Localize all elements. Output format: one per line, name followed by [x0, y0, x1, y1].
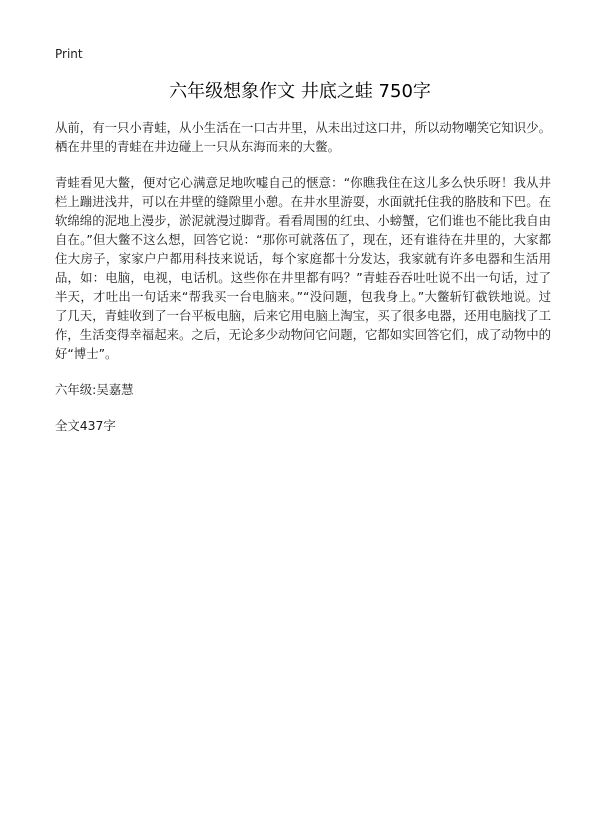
author-line: 六年级:吴嘉慧: [55, 382, 134, 397]
article-paragraph-intro: 从前，有一只小青蛙，从小生活在一口古井里，从未出过这口井，所以动物嘲笑它知识少。栖在井里的青蛙在井边碰上一只从东海而来的大鳖。: [55, 120, 551, 154]
word-count: 全文437字: [55, 418, 116, 433]
article-title: 六年级想象作文 井底之蛙 750字: [169, 81, 431, 102]
article-paragraph-story: 青蛙看见大鳖，便对它心满意足地吹嘘自己的惬意：“你瞧我住在这儿多么快乐呀！我从井栏上蹦进浅井，可以在井壁的缝隙里小憩。在井水里游耍，水面就托住我的胳肢和下巴。在软绵绵的泥地上漫步，淤泥就漫过脚背。看看周围的红虫、小螃蟹，它们谁也不能比我自由自在。”但大鳖不这么想，回答它说：“那你可就落伍了，现在，还有谁待在井里的，大家都住大房子，家家户户都用科技来说话，每个家庭都十分发达，我家就有许多电器和生活用品，如：电脑，电视，电话机。这些你在井里都有吗？”青蛙吞吞吐吐说不出一句话，过了半天，才吐出一句话来“帮我买一台电脑来。”“没问题，包我身上。”大鳖斩钉截铁地说。过了几天，青蛙收到了一台平板电脑，后来它用电脑上淘宝，买了很多电器，还用电脑找了工作，生活变得幸福起来。之后，无论多少动物问它问题，它都如实回答它们，成了动物中的好“博士”。: [55, 175, 551, 361]
print-link[interactable]: Print: [55, 47, 83, 61]
article-body: [55, 118, 551, 435]
